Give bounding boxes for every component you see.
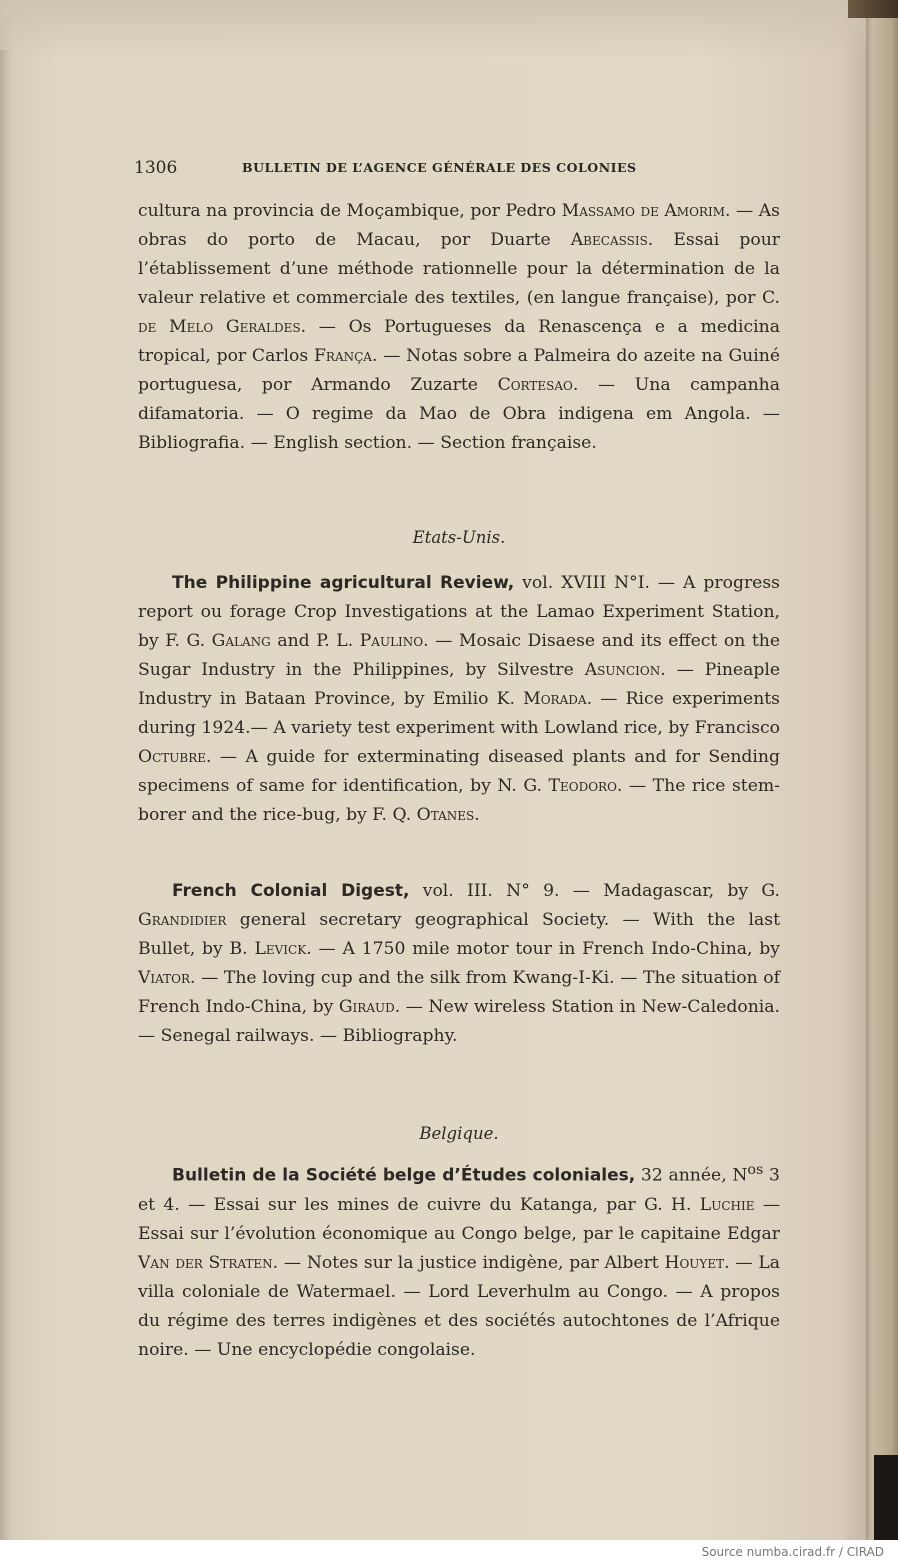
text-run: . — Notes sur la justice indigène, par Albert	[272, 1252, 665, 1273]
text-run: — Essai sur l’évolution économique au Congo belge, par le capitaine Edgar	[138, 1194, 781, 1244]
section-title-belgique: Belgique.	[419, 1124, 499, 1143]
author-name: Paulino	[359, 631, 424, 651]
page-left-edge	[0, 50, 10, 1540]
text-run: . — A 1750 mile motor tour in French Indo-China, by	[306, 939, 780, 959]
text-run: . — As obras do porto de Macau, por Duarte	[138, 201, 780, 250]
journal-title: Bulletin de la Société belge d’Études coloniales,	[172, 1165, 636, 1186]
author-name: Massamo de Amorim	[561, 201, 725, 221]
source-credit-link[interactable]: Source numba.cirad.fr / CIRAD	[701, 1545, 884, 1559]
page-top-shade	[0, 0, 866, 60]
binding-shadow	[874, 1455, 898, 1540]
text-run: . — Mosaic Disaese and its effect on the Sugar Industry in the Philippines, by Silvestre	[138, 631, 780, 680]
author-name: Giraud	[338, 997, 395, 1017]
journal-title: French Colonial Digest,	[172, 881, 410, 901]
text-run: 32 année, N	[635, 1165, 748, 1186]
author-name: Grandidier	[138, 910, 227, 930]
section-title-etats-unis: Etats-Unis.	[412, 528, 506, 547]
text-run: vol. XVIII N°I. — A progress report ou forage Crop Investigations at the Lamao Experiment Station, by F. G.	[138, 573, 780, 651]
text-run: . — Una campanha difamatoria. — O regime da Mao de Obra indigena em Angola. — Bibliografia. — English section. — Section française.	[138, 375, 780, 453]
text-run: . — A guide for exterminating diseased plants and for Sending specimens of same for identification, by N. G.	[138, 747, 780, 796]
author-name: Luchie	[699, 1194, 755, 1215]
paragraph-portugal-contents	[138, 197, 780, 458]
paragraph-french-colonial-digest	[138, 877, 780, 1051]
author-name: de Melo Geraldes	[138, 317, 301, 337]
author-name: Viator	[138, 968, 191, 988]
text-run: . — The rice stem-borer and the rice-bug, by F. Q.	[138, 776, 780, 825]
author-name: Levick	[254, 939, 307, 959]
text-run: . Essai pour l’établissement d’une méthode rationnelle pour la détermination de la valeur relative et commerciale des textiles, (en langue française), por C.	[138, 230, 780, 308]
book-cover-corner	[848, 0, 898, 18]
author-name: Asuncion	[584, 660, 661, 680]
text-run: . — Os Portugueses da Renascença e a medicina tropical, por Carlos	[138, 317, 780, 366]
superscript: os	[747, 1162, 764, 1178]
author-name: Teodoro	[548, 776, 617, 796]
book-spine-edge	[866, 0, 898, 1540]
author-name: Galang	[211, 631, 271, 651]
author-name: Van der Straten	[138, 1252, 273, 1273]
paragraph-philippine-review	[138, 569, 780, 830]
author-name: Cortesao	[497, 375, 573, 395]
text-run: cultura na provincia de Moçambique, por Pedro	[138, 201, 562, 221]
running-head: BULLETIN DE L’AGENCE GÉNÉRALE DES COLONIES	[242, 160, 637, 175]
text-run: . — Notas sobre a Palmeira do azeite na Guiné portuguesa, por Armando Zuzarte	[138, 346, 780, 395]
text-run: . — Pineaple Industry in Bataan Province, by Emilio K.	[138, 660, 780, 709]
text-run: . — New wireless Station in New-Caledonia. — Senegal railways. — Bibliography.	[138, 997, 780, 1046]
author-name: Morada	[523, 689, 587, 709]
text-run: . — Rice experiments during 1924.— A variety test experiment with Lowland rice, by Francisco	[138, 689, 781, 738]
text-run: .	[474, 805, 480, 825]
paragraph-bulletin-belge	[138, 1156, 780, 1365]
text-run: . — La villa coloniale de Watermael. — Lord Leverhulm au Congo. — A propos du régime des terres indigènes et des sociétés autochtones de l’Afrique noire. — Une encyclopédie congolaise.	[138, 1252, 780, 1360]
author-name: Octubre	[138, 747, 207, 767]
text-run: vol. III. N° 9. — Madagascar, by G.	[409, 881, 780, 901]
author-name: Houyet	[664, 1252, 725, 1273]
author-name: França	[313, 346, 372, 366]
text-run: and P. L.	[270, 631, 360, 651]
page-number: 1306	[134, 158, 178, 178]
text-run: general secretary geographical Society. — With the last Bullet, by B.	[138, 910, 780, 959]
author-name: Abecassis	[570, 230, 648, 250]
text-run: . — The loving cup and the silk from Kwang-I-Ki. — The situation of French Indo-China, by	[138, 968, 780, 1017]
text-run: 3 et 4. — Essai sur les mines de cuivre du Katanga, par G. H.	[138, 1165, 780, 1215]
page-header	[134, 158, 784, 182]
journal-title: The Philippine agricultural Review,	[172, 573, 515, 593]
author-name: Otanes	[416, 805, 475, 825]
